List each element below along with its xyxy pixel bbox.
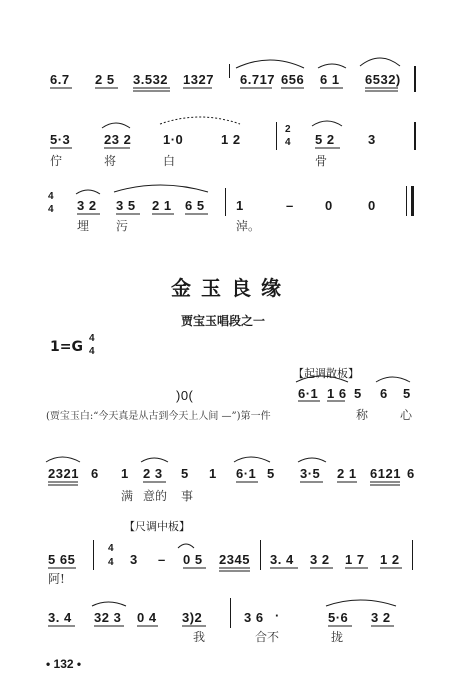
time-signature-top: 4 <box>108 543 115 554</box>
note: 1 <box>209 466 217 481</box>
note: 3·5 <box>300 466 321 481</box>
note: 1 <box>121 466 129 481</box>
key-signature: 1=G <box>50 339 83 355</box>
song-subtitle: 贾宝玉唱段之一 <box>181 314 266 328</box>
time-signature-bottom: 4 <box>285 137 292 148</box>
note: 3 2 <box>77 198 97 213</box>
note: 6 <box>380 386 388 401</box>
note: 6.717 <box>240 72 276 87</box>
lyric: 白 <box>163 154 176 168</box>
note: · <box>275 608 280 623</box>
note: 3 2 <box>310 552 330 567</box>
note: 2 3 <box>143 466 163 481</box>
note: 1 <box>236 198 244 213</box>
note: 1 6 <box>327 386 347 401</box>
lyric: 合不 <box>255 630 280 644</box>
note: 2321 <box>48 466 79 481</box>
note: 0 4 <box>137 610 157 625</box>
note: 3 5 <box>116 198 136 213</box>
note: 3.532 <box>133 72 169 87</box>
note: 0 <box>325 198 333 213</box>
key-time-bottom: 4 <box>89 346 96 357</box>
page-number: • 132 • <box>46 657 82 671</box>
note: 3. 4 <box>270 552 294 567</box>
section-tag-sanban: 【起调散板】 <box>293 367 359 380</box>
time-signature-bottom: 4 <box>108 557 115 568</box>
lyric: 拢 <box>331 630 344 644</box>
lyric: 满 <box>121 489 134 503</box>
note: 6 5 <box>185 198 205 213</box>
lyric: 骨 <box>315 154 328 168</box>
note: 6532) <box>365 72 401 87</box>
note: 6·1 <box>236 466 257 481</box>
lyric: 事 <box>181 489 194 503</box>
note: 2 1 <box>152 198 172 213</box>
note: 3 <box>130 552 138 567</box>
note: 1 7 <box>345 552 365 567</box>
lyric: 心 <box>400 408 413 422</box>
spoken-line: (贾宝玉白:“今天真是从古到今天上人间 —”)第一件 <box>46 411 271 422</box>
time-signature-top: 2 <box>285 124 292 135</box>
note: 5 65 <box>48 552 76 567</box>
lyric: 称 <box>356 408 369 422</box>
note: 6.7 <box>50 72 70 87</box>
paren-mark: )0( <box>176 388 194 403</box>
lyric: 埋 <box>77 219 90 233</box>
note: 2345 <box>219 552 250 567</box>
note: 5 <box>354 386 362 401</box>
note: 1 2 <box>221 132 241 147</box>
note: 6 <box>407 466 415 481</box>
note: 5 2 <box>315 132 335 147</box>
note: 6 <box>91 466 99 481</box>
note: 23 2 <box>104 132 132 147</box>
note: – <box>158 552 166 567</box>
note: 6 1 <box>320 72 340 87</box>
time-signature-bottom: 4 <box>48 204 55 215</box>
key-time-top: 4 <box>89 333 96 344</box>
note: – <box>286 198 294 213</box>
note: 3. 4 <box>48 610 72 625</box>
note: 5·3 <box>50 132 71 147</box>
lyric: 淖。 <box>236 219 261 233</box>
note: 5 <box>267 466 275 481</box>
note: 0 5 <box>183 552 203 567</box>
note: 2 1 <box>337 466 357 481</box>
note: 0 <box>368 198 376 213</box>
note: 1327 <box>183 72 214 87</box>
lyric: 阿! <box>48 572 65 586</box>
note: 1 2 <box>380 552 400 567</box>
section-tag-zhongban: 【尺调中板】 <box>124 520 190 533</box>
time-signature-top: 4 <box>48 191 55 202</box>
song-title: 金玉良缘 <box>171 276 291 300</box>
note: 5·6 <box>328 610 349 625</box>
note: 3)2 <box>182 610 203 625</box>
lyric: 污 <box>116 219 129 233</box>
lyric: 佇 <box>50 154 63 168</box>
note: 32 3 <box>94 610 122 625</box>
note: 3 2 <box>371 610 391 625</box>
note: 1·0 <box>163 132 184 147</box>
lyric: 我 <box>193 630 206 644</box>
lyric: 将 <box>104 154 117 168</box>
note: 3 6 <box>244 610 264 625</box>
note: 5 <box>181 466 189 481</box>
note: 5 <box>403 386 411 401</box>
note: 6121 <box>370 466 401 481</box>
note: 2 5 <box>95 72 115 87</box>
note: 656 <box>281 72 305 87</box>
note: 3 <box>368 132 376 147</box>
note: 6·1 <box>298 386 319 401</box>
lyric: 意的 <box>143 489 168 503</box>
